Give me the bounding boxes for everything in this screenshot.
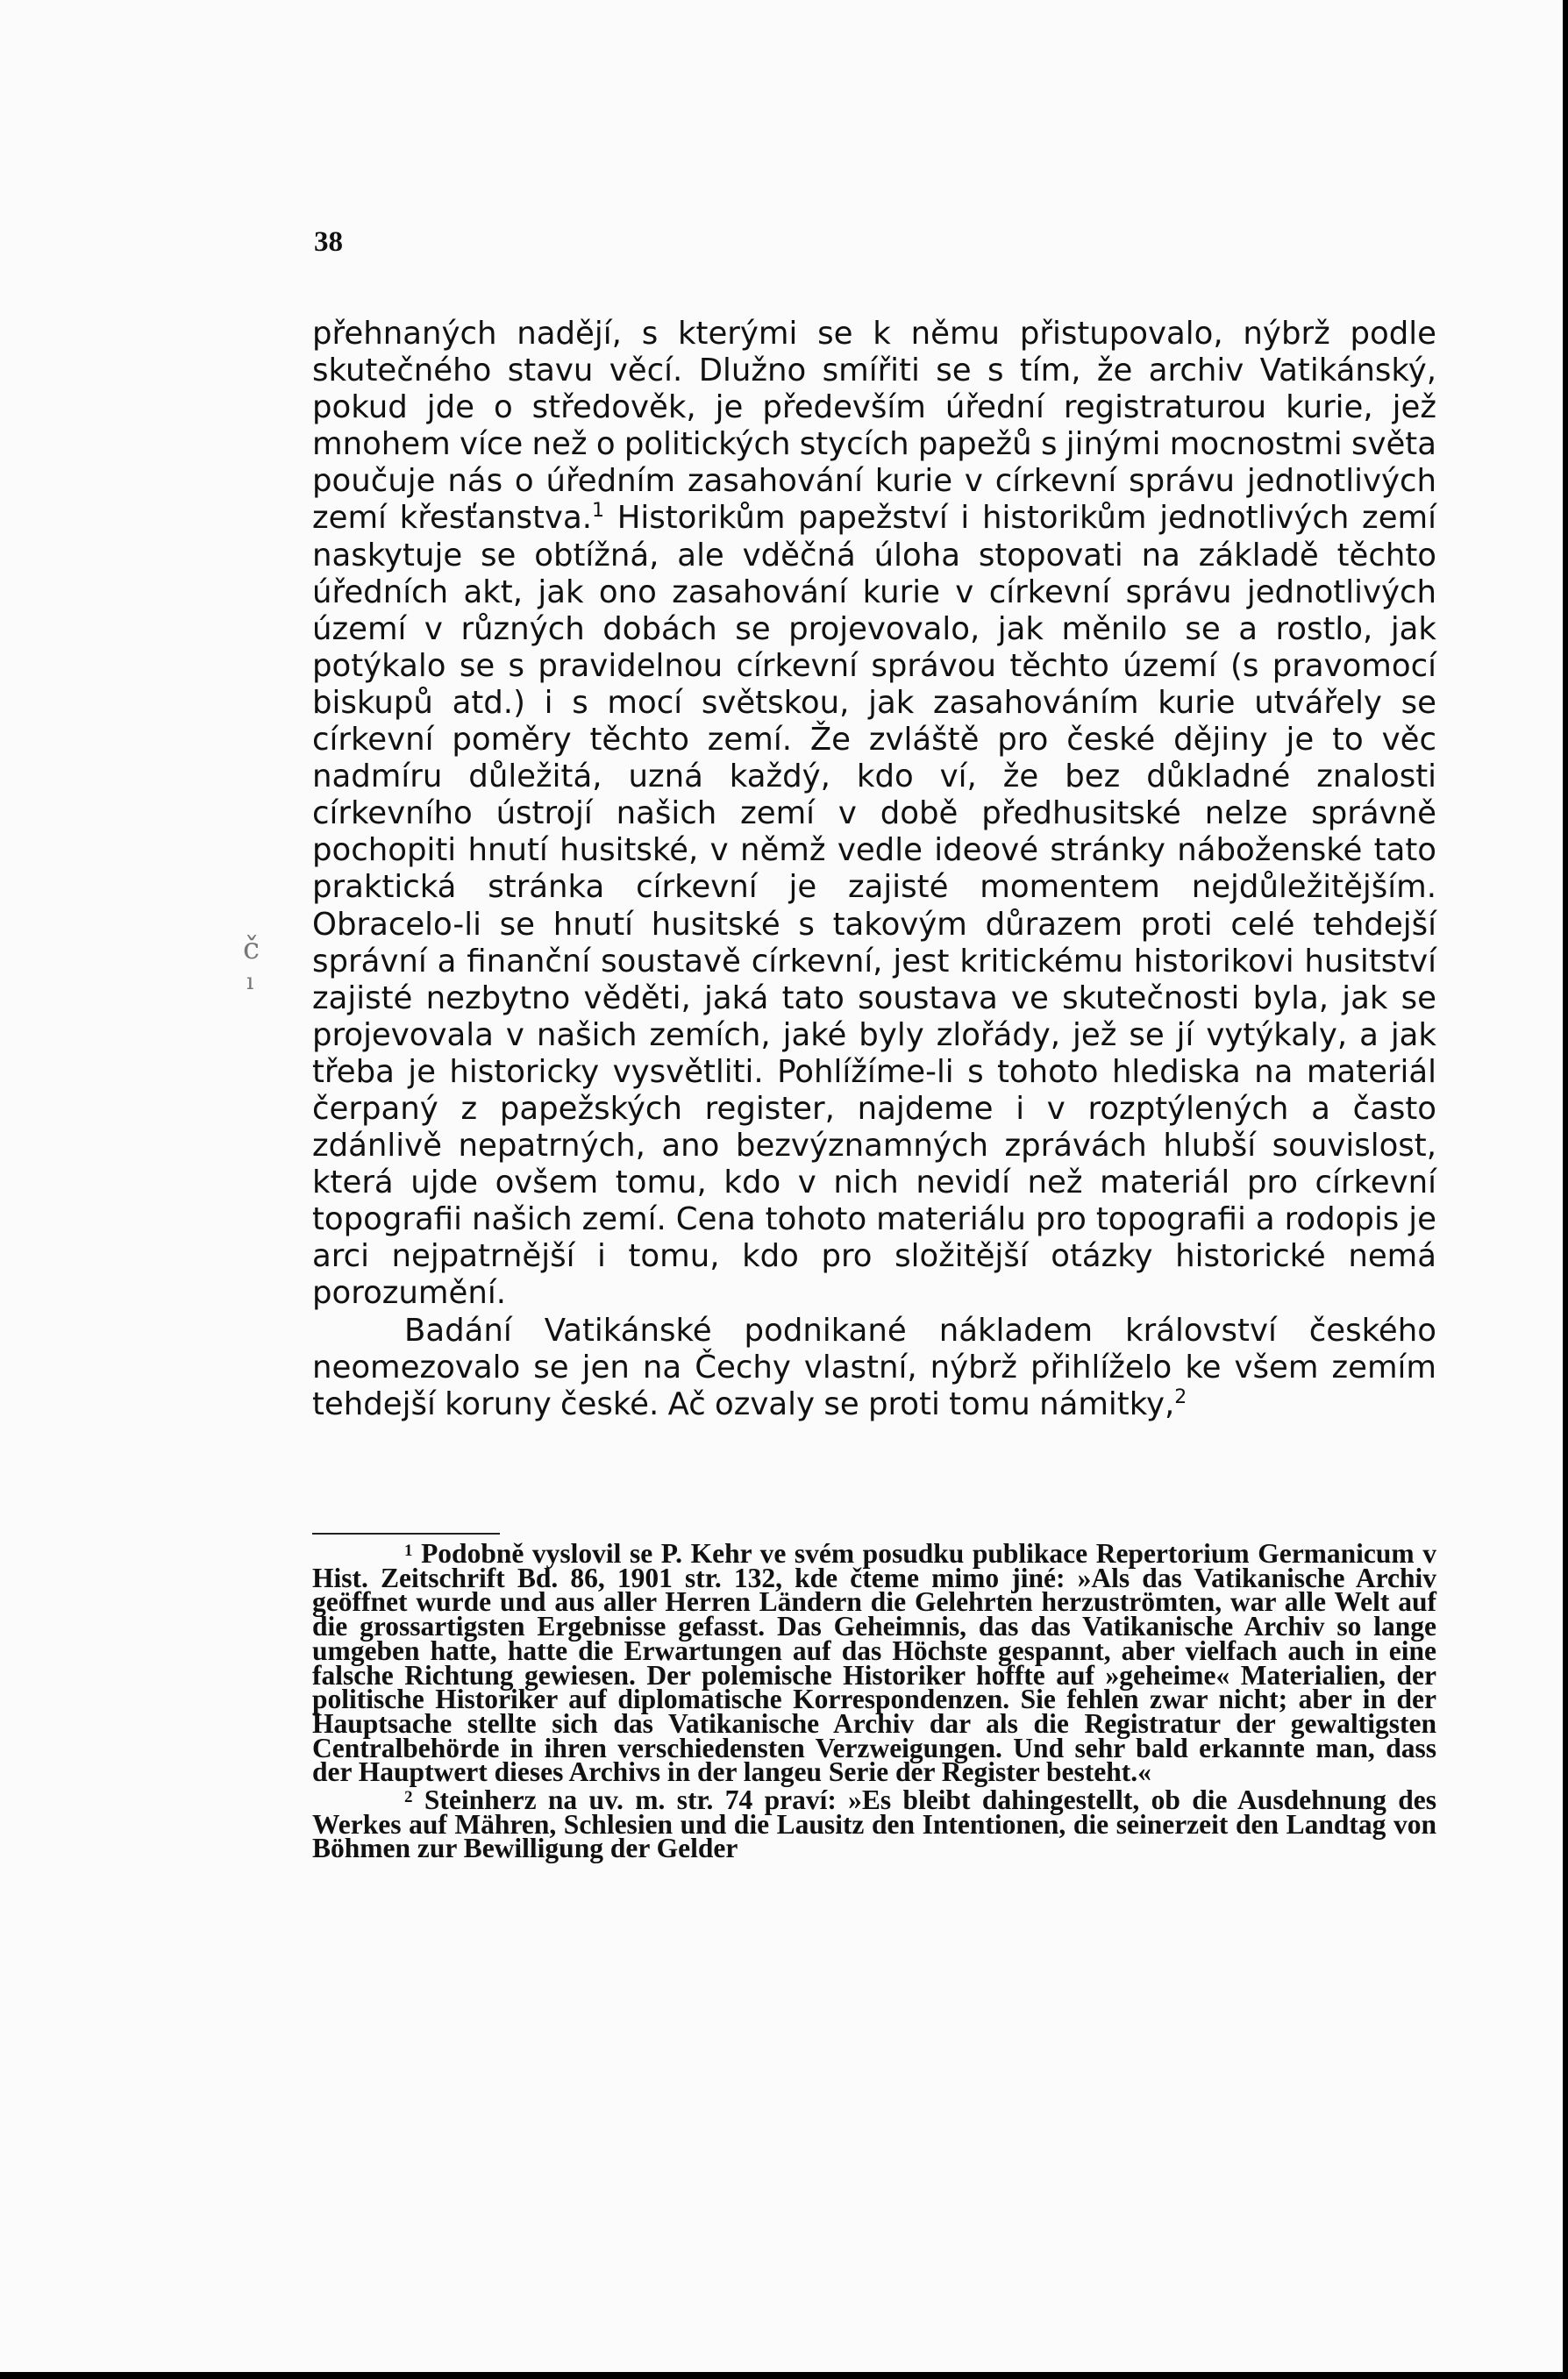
margin-mark: ı <box>246 969 254 995</box>
paragraph <box>312 1313 1436 1423</box>
footnote <box>312 1784 1436 1864</box>
footnote-separator <box>312 1533 500 1535</box>
footnote-reference: 2 <box>1174 1385 1187 1408</box>
paragraph-text: Badání Vatikánské podnikané nákladem království českého neomezovalo se jen na Čechy vlastní, nýbrž přihlíželo ke všem zemím tehdejší koruny české. Ač ozvaly se proti tomu námitky, <box>312 1312 1436 1422</box>
footnote-marker: 2 <box>404 1788 413 1807</box>
footnote-marker: 1 <box>404 1542 413 1560</box>
paragraph <box>312 316 1436 1313</box>
paragraph-text: přehnaných nadějí, s kterými se k němu přistupovalo, nýbrž podle skutečného stavu věcí. Dlužno smířiti se s tím, že archiv Vatikánský, pokud jde o středověk, je především úřední registraturou kurie, jež mnohem více než o politických stycích papežů s jinými mocnostmi světa poučuje nás o úředním zasahování kurie v církevní správu jednotlivých zemí křesťanstva. <box>312 316 1436 537</box>
paragraph-text: Historikům papežství i historikům jednotlivých zemí naskytuje se obtížná, ale vděčná úloha stopovati na základě těchto úředních akt, jak ono zasahování kurie v církevní správu jednotlivých území v různých dobách se projevovalo, jak měnilo se a rostlo, jak potýkalo se s pravidelnou církevní správou těchto území (s pravomocí biskupů atd.) i s mocí světskou, jak zasahováním kurie utvářely se církevní poměry těchto zemí. Že zvláště pro české dějiny je to věc nadmíru důležitá, uzná každý, kdo ví, že bez důkladné znalosti církevního ústrojí našich zemí v době předhusitské nelze správně pochopiti hnutí husitské, v němž vedle ideové stránky náboženské tato praktická stránka církevní je zajisté momentem nejdůležitějším. Obracelo-li se hnutí husitské s takovým důrazem proti celé tehdejší správní a finanční soustavě církevní, jest kritickému historikovi husitství zajisté nezbytno věděti, jaká tato soustava ve skutečnosti byla, jak se projevovala v našich zemích, jaké byly zlořády, jež se jí vytýkaly, a jak třeba je historicky vysvětliti. Pohlížíme-li s tohoto hlediska na materiál čerpaný z papežských register, najdeme i v rozptýlených a často zdánlivě nepatrných, ano bezvýznamných zprávách hlubší souvislost, která ujde ovšem tomu, kdo v nich nevidí než materiál pro církevní topografii našich zemí. Cena tohoto materiálu pro topografii a rodopis je arci nejpatrnější i tomu, kdo pro složitější otázky historické nemá porozumění. <box>312 500 1436 1312</box>
footnotes <box>312 1538 1436 1864</box>
footnote <box>312 1538 1436 1788</box>
footnote-text: Podobně vyslovil se P. Kehr ve svém posudku publikace Repertorium Germanicum v Hist. Zeitschrift Bd. 86, 1901 str. 132, kde čteme mimo jiné: »Als das Vatikanische Archiv geöffnet wurde und aus aller Herren Ländern die Gelehrten herzuströmten, war alle Welt auf die grossartigsten Ergebnisse gefasst. Das Geheimnis, das das Vatikanische Archiv so lange umgeben hatte, hatte die Erwartungen auf das Höchste gespannt, aber vielfach auch in eine falsche Richtung gewiesen. Der polemische Historiker hoffte auf »geheime« Materialien, der politische Historiker auf diplomatische Korrespondenzen. Sie fehlen zwar nicht; aber in der Hauptsache stellte sich das Vatikanische Archiv dar als die Registratur der gewaltigsten Centralbehörde in ihren verschiedensten Verzweigungen. Und sehr bald erkannte man, dass der Hauptwert dieses Archivs in der langeu Serie der Register besteht.« <box>312 1538 1436 1788</box>
page-number: 38 <box>314 226 343 258</box>
margin-mark: č <box>243 931 260 966</box>
footnote-text: Steinherz na uv. m. str. 74 praví: »Es bleibt dahingestellt, ob die Ausdehnung des Werkes auf Mähren, Schlesien und die Lausitz den Intentionen, die seinerzeit den Landtag von Böhmen zur Bewilligung der Gelder <box>312 1784 1436 1864</box>
footnote-reference: 1 <box>591 500 604 523</box>
main-text <box>312 316 1436 1423</box>
